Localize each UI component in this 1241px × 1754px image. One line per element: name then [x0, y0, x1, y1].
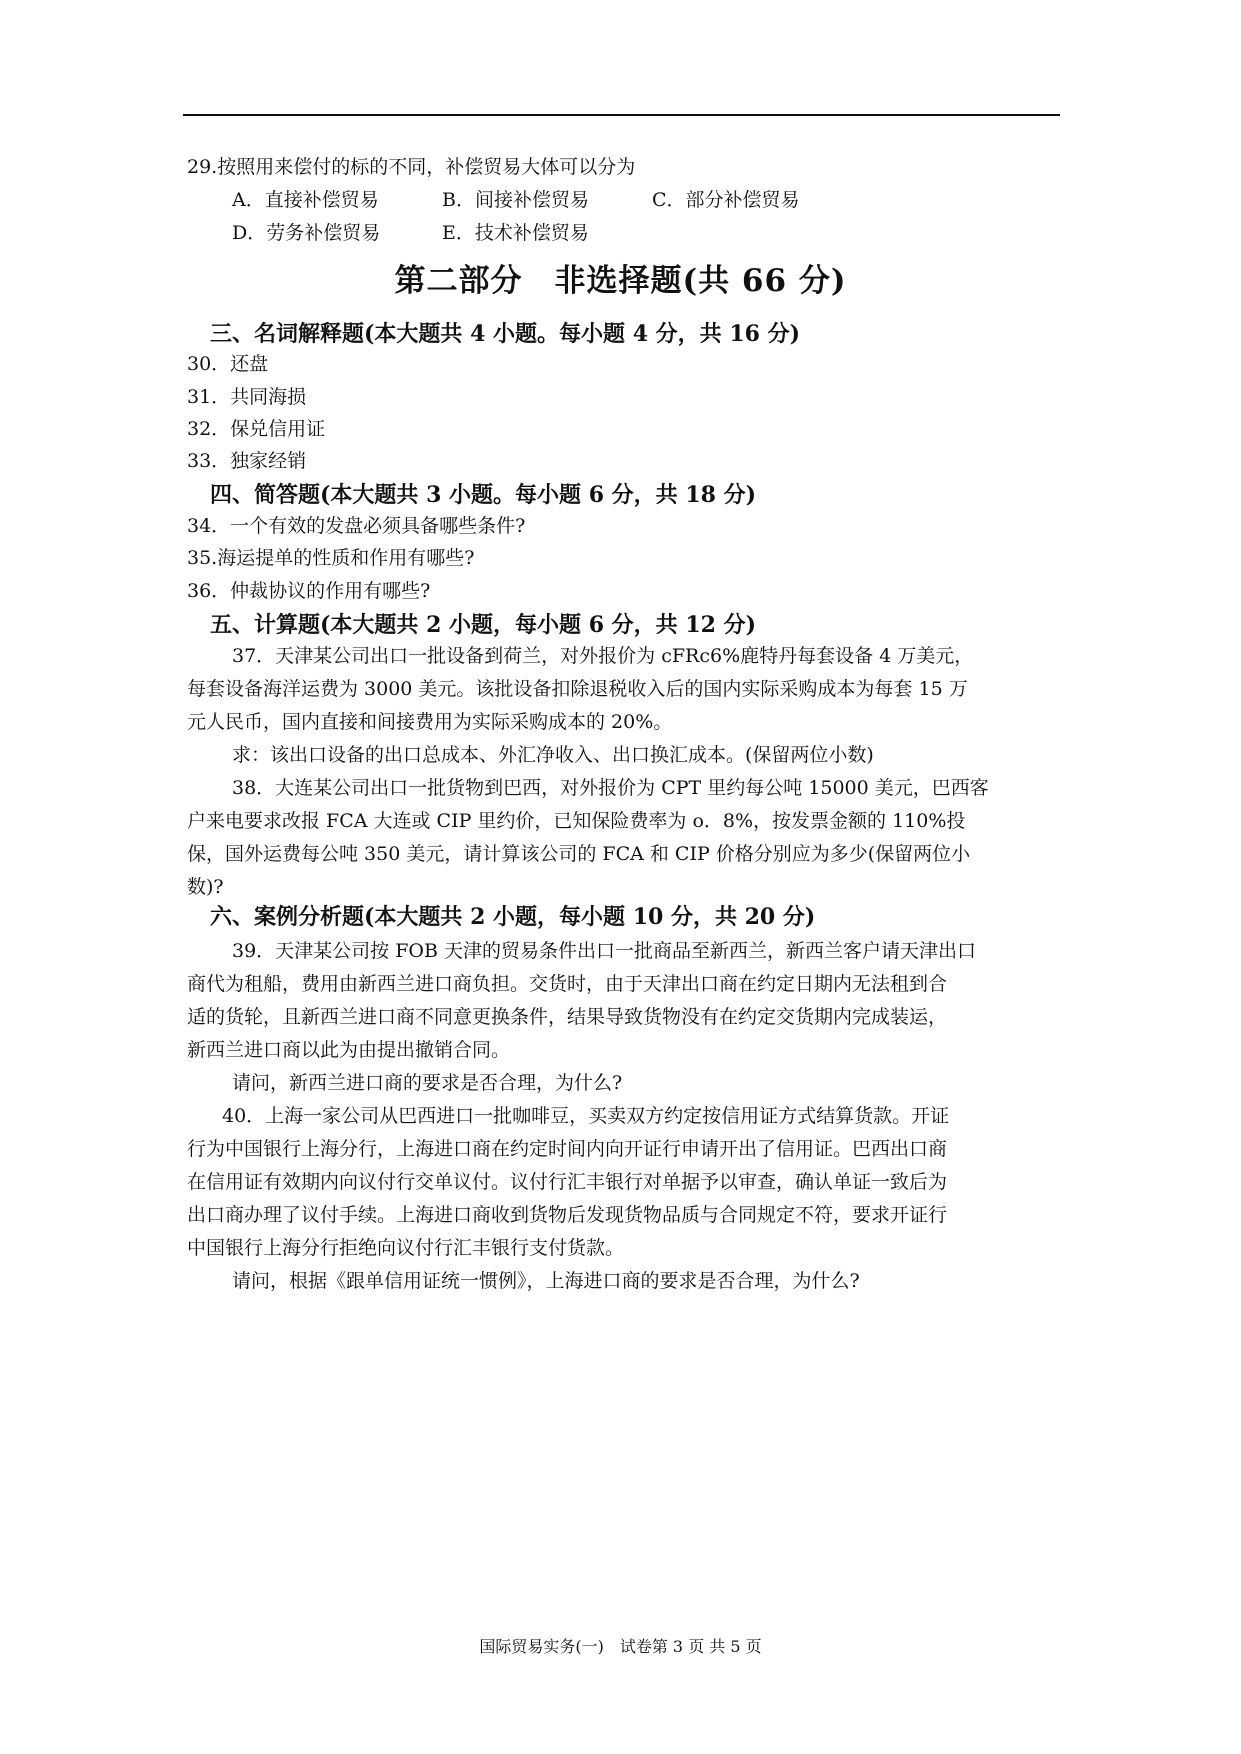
q37-ask: 求：该出口设备的出口总成本、外汇净收入、出口换汇成本。(保留两位小数): [232, 744, 874, 766]
part2-title: 第二部分 非选择题(共 66 分): [394, 263, 847, 299]
q33: 33．独家经销: [187, 450, 307, 472]
q38-line-1: 38．大连某公司出口一批货物到巴西，对外报价为 CPT 里约每公吨 15000 美元，巴西客: [232, 777, 989, 799]
q38-line-2: 户来电要求改报 FCA 大连或 CIP 里约价，已知保险费率为 o．8%，按发票金额的 110%投: [187, 810, 966, 832]
q39-line-3: 适的货轮，且新西兰进口商不同意更换条件，结果导致货物没有在约定交货期内完成装运，: [187, 1006, 948, 1028]
q40-line-3: 在信用证有效期内向议付行交单议付。议付行汇丰银行对单据予以审查，确认单证一致后为: [187, 1171, 948, 1193]
q38-paragraph: [187, 772, 1057, 904]
q30: 30．还盘: [187, 353, 269, 375]
q29-option-b: B．间接补偿贸易: [442, 189, 589, 211]
section5-title: 五、计算题(本大题共 2 小题，每小题 6 分，共 12 分): [210, 612, 757, 638]
q37-paragraph: [187, 640, 1057, 772]
section4-title: 四、简答题(本大题共 3 小题。每小题 6 分，共 18 分): [210, 482, 757, 508]
q29-option-e: E．技术补偿贸易: [442, 222, 589, 244]
q29-option-c: C．部分补偿贸易: [652, 189, 800, 211]
q37-line-3: 元人民币，国内直接和间接费用为实际采购成本的 20%。: [187, 711, 673, 733]
q40-line-5: 中国银行上海分行拒绝向议付行汇丰银行支付货款。: [187, 1237, 625, 1259]
q36: 36．仲裁协议的作用有哪些?: [187, 580, 431, 602]
q35: 35.海运提单的性质和作用有哪些?: [187, 547, 475, 569]
q38-line-3: 保，国外运费每公吨 350 美元，请计算该公司的 FCA 和 CIP 价格分别应为多少(保留两位小: [187, 843, 971, 865]
q40-ask: 请问，根据《跟单信用证统一惯例》，上海进口商的要求是否合理，为什么?: [232, 1270, 860, 1292]
q29-option-d: D．劳务补偿贸易: [232, 222, 381, 244]
q29-option-a: A．直接补偿贸易: [232, 189, 379, 211]
q39-ask: 请问，新西兰进口商的要求是否合理，为什么?: [232, 1072, 623, 1094]
q40-line-4: 出口商办理了议付手续。上海进口商收到货物后发现货物品质与合同规定不符，要求开证行: [187, 1204, 948, 1226]
page-footer: 国际贸易实务(一) 试卷第 3 页 共 5 页: [479, 1637, 762, 1656]
q32: 32．保兑信用证: [187, 418, 326, 440]
q40-paragraph: [187, 1100, 1057, 1298]
section6-title: 六、案例分析题(本大题共 2 小题，每小题 10 分，共 20 分): [210, 904, 816, 930]
q29-stem: 29.按照用来偿付的标的不同，补偿贸易大体可以分为: [187, 156, 636, 178]
q37-line-2: 每套设备海洋运费为 3000 美元。该批设备扣除退税收入后的国内实际采购成本为每套 15 万: [187, 678, 968, 700]
q39-line-2: 商代为租船，费用由新西兰进口商负担。交货时，由于天津出口商在约定日期内无法租到合: [187, 973, 948, 995]
q38-line-4: 数)?: [187, 876, 224, 898]
q39-line-4: 新西兰进口商以此为由提出撤销合同。: [187, 1039, 511, 1061]
q31: 31．共同海损: [187, 386, 307, 408]
q40-line-1: 40．上海一家公司从巴西进口一批咖啡豆，买卖双方约定按信用证方式结算货款。开证: [222, 1105, 950, 1127]
q39-line-1: 39．天津某公司按 FOB 天津的贸易条件出口一批商品至新西兰，新西兰客户请天津出口: [232, 940, 976, 962]
q39-paragraph: [187, 935, 1057, 1100]
header-rule: [183, 114, 1060, 116]
q40-line-2: 行为中国银行上海分行，上海进口商在约定时间内向开证行申请开出了信用证。巴西出口商: [187, 1138, 948, 1160]
section3-title: 三、名词解释题(本大题共 4 小题。每小题 4 分，共 16 分): [210, 321, 801, 347]
q34: 34．一个有效的发盘必须具备哪些条件?: [187, 515, 526, 537]
q37-line-1: 37．天津某公司出口一批设备到荷兰，对外报价为 cFRc6%鹿特丹每套设备 4 万美元，: [232, 645, 974, 667]
